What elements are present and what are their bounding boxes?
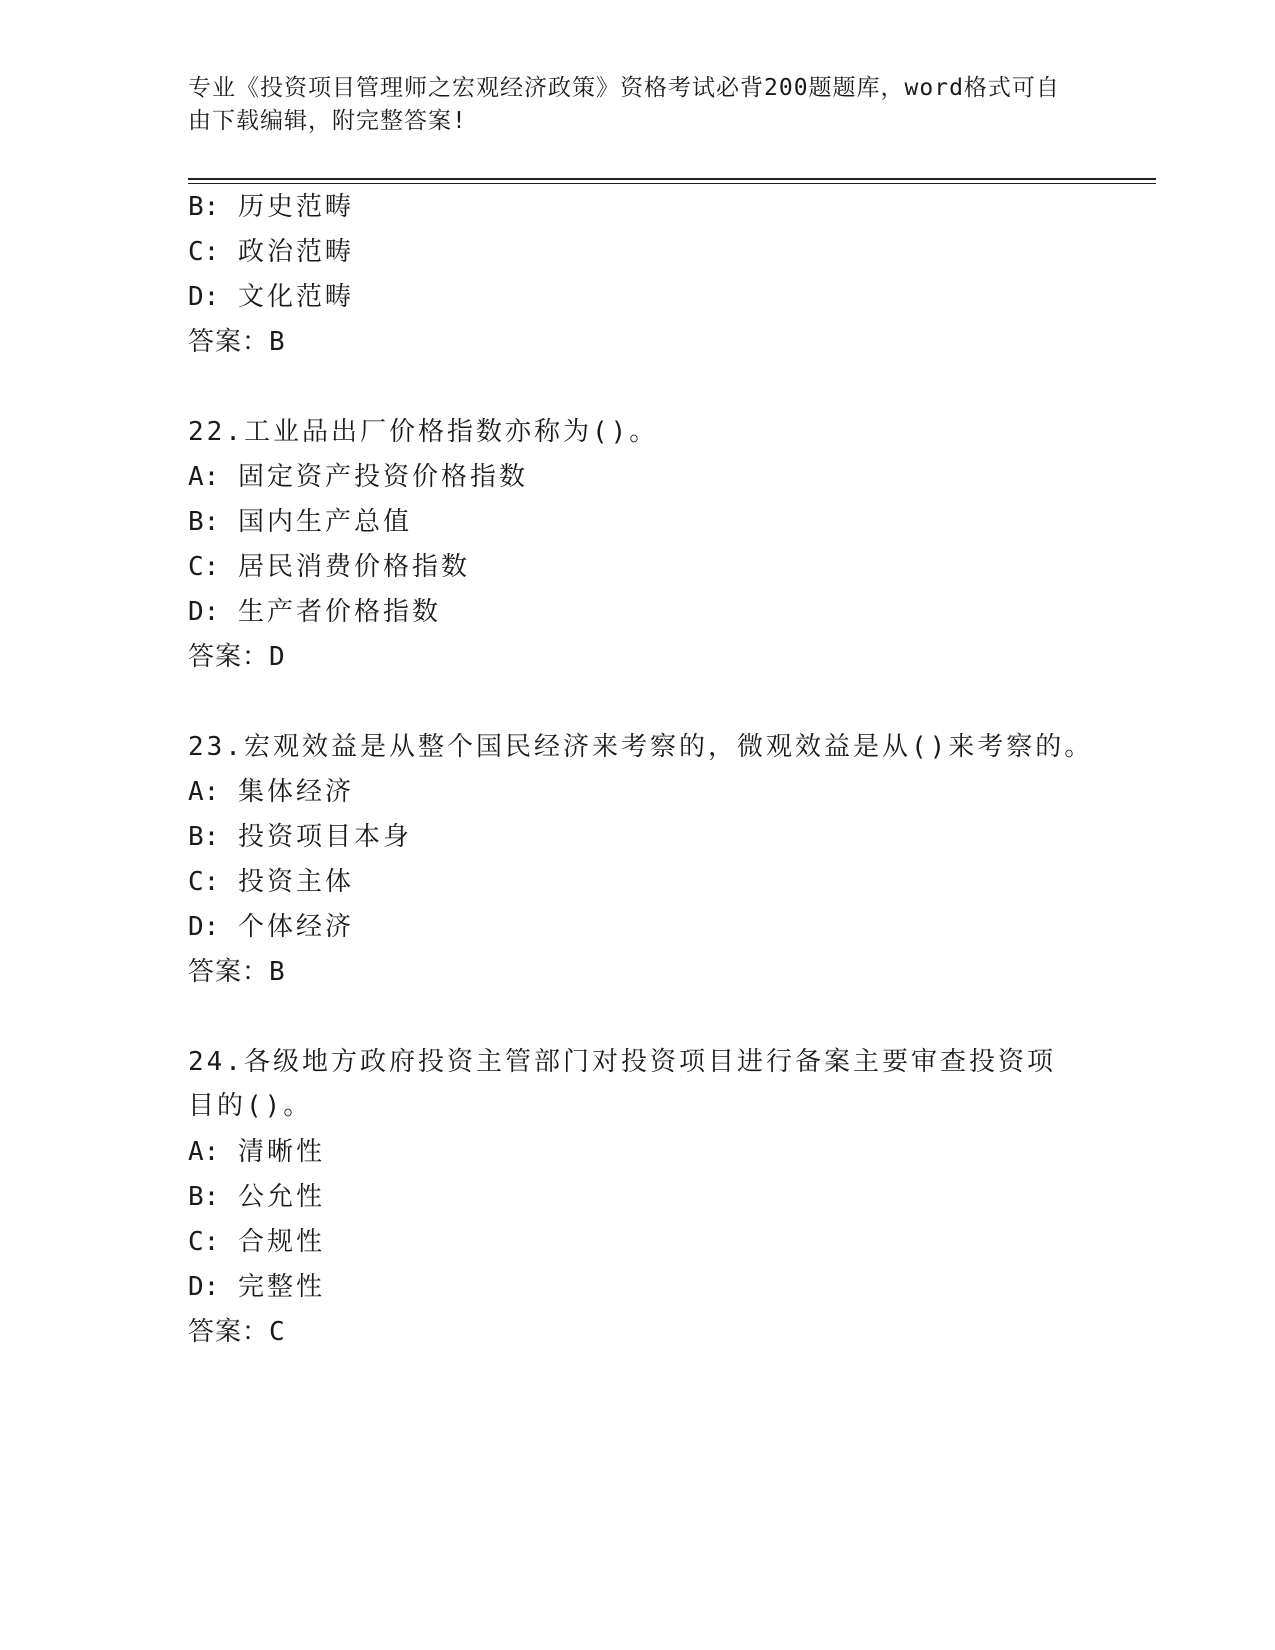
answer: 答案：C bbox=[188, 1317, 286, 1347]
option-text: 历史范畴 bbox=[237, 192, 354, 222]
option-label: D: bbox=[188, 597, 220, 627]
option-text: 投资项目本身 bbox=[237, 822, 412, 852]
document-header: 专业《投资项目管理师之宏观经济政策》资格考试必背200题题库，word格式可自由下载编辑，附完整答案! bbox=[188, 75, 1060, 134]
option-label: B: bbox=[188, 192, 220, 222]
option-label: C: bbox=[188, 867, 220, 897]
option-text: 政治范畴 bbox=[237, 237, 354, 267]
option-text: 居民消费价格指数 bbox=[237, 552, 470, 582]
option-label: C: bbox=[188, 1227, 220, 1257]
option-d bbox=[188, 280, 354, 314]
option-label: A: bbox=[188, 462, 220, 492]
option-text: 投资主体 bbox=[237, 867, 354, 897]
option-c bbox=[188, 1225, 325, 1259]
option-d bbox=[188, 910, 354, 944]
option-label: B: bbox=[188, 507, 220, 537]
option-text: 集体经济 bbox=[237, 777, 354, 807]
header-divider bbox=[188, 178, 1156, 180]
option-label: C: bbox=[188, 237, 220, 267]
header-divider-thin bbox=[188, 183, 1156, 184]
option-c bbox=[188, 550, 470, 584]
option-b bbox=[188, 505, 412, 539]
option-text: 合规性 bbox=[237, 1227, 325, 1257]
option-c bbox=[188, 865, 354, 899]
answer: 答案：B bbox=[188, 327, 286, 357]
option-text: 生产者价格指数 bbox=[237, 597, 441, 627]
option-b bbox=[188, 1180, 325, 1214]
option-text: 完整性 bbox=[237, 1272, 325, 1302]
option-text: 个体经济 bbox=[237, 912, 354, 942]
option-b bbox=[188, 190, 354, 224]
option-label: D: bbox=[188, 912, 220, 942]
option-text: 公允性 bbox=[237, 1182, 325, 1212]
option-text: 国内生产总值 bbox=[237, 507, 412, 537]
option-a bbox=[188, 775, 354, 809]
option-label: D: bbox=[188, 282, 220, 312]
option-c bbox=[188, 235, 354, 269]
option-label: A: bbox=[188, 1137, 220, 1167]
option-d bbox=[188, 1270, 325, 1304]
option-a bbox=[188, 1135, 325, 1169]
option-b bbox=[188, 820, 412, 854]
question-title: 23.宏观效益是从整个国民经济来考察的，微观效益是从()来考察的。 bbox=[188, 732, 1094, 762]
option-a bbox=[188, 460, 528, 494]
option-label: B: bbox=[188, 1182, 220, 1212]
question-title: 24.各级地方政府投资主管部门对投资项目进行备案主要审查投资项目的()。 bbox=[188, 1047, 1056, 1121]
question-title: 22.工业品出厂价格指数亦称为()。 bbox=[188, 417, 659, 447]
option-text: 固定资产投资价格指数 bbox=[237, 462, 528, 492]
option-d bbox=[188, 595, 441, 629]
option-label: A: bbox=[188, 777, 220, 807]
answer: 答案：D bbox=[188, 642, 286, 672]
option-label: C: bbox=[188, 552, 220, 582]
option-text: 文化范畴 bbox=[237, 282, 354, 312]
option-text: 清晰性 bbox=[237, 1137, 325, 1167]
option-label: B: bbox=[188, 822, 220, 852]
option-label: D: bbox=[188, 1272, 220, 1302]
answer: 答案：B bbox=[188, 957, 286, 987]
